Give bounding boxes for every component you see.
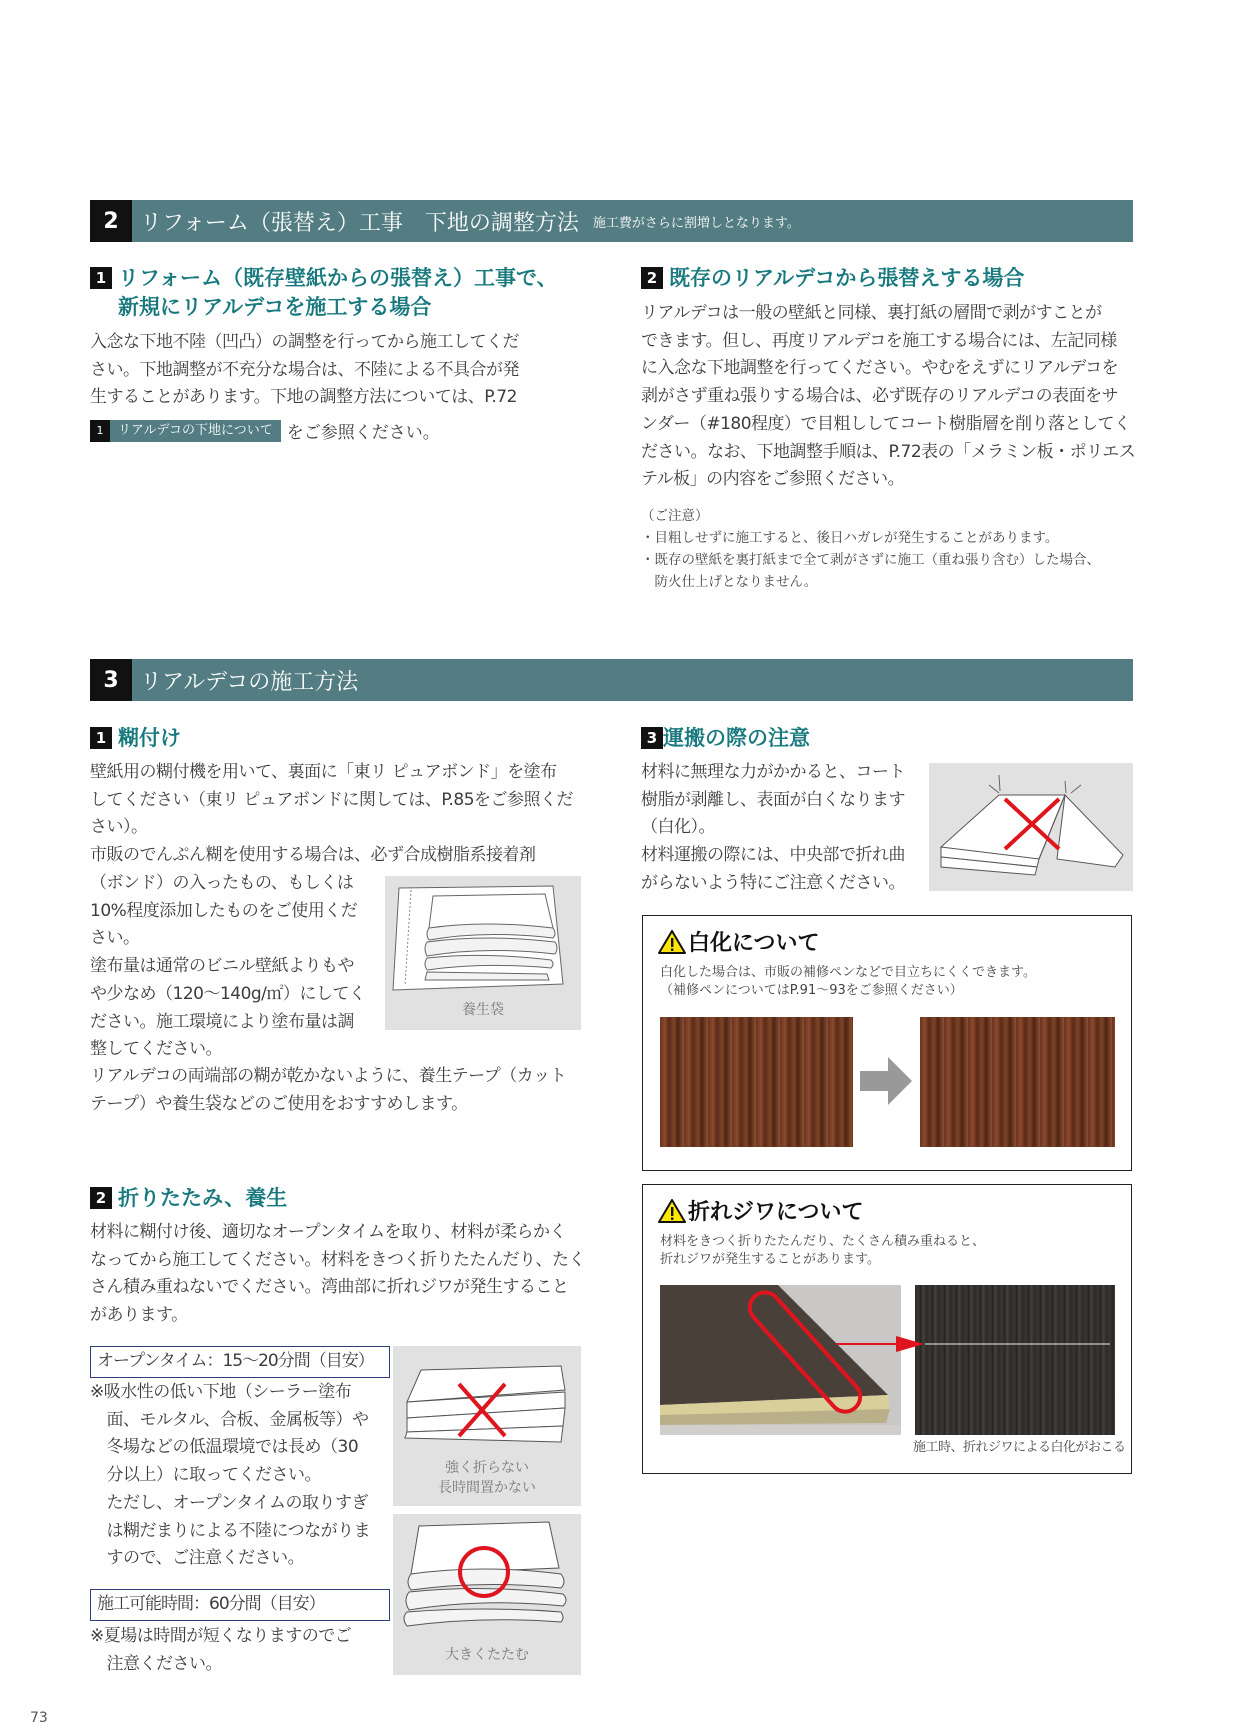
fold-photo-illustration xyxy=(660,1285,901,1435)
whitening-title xyxy=(658,926,820,957)
paragraph: 壁紙用の糊付機を用いて、裏面に「東リ ピュアボンド」を塗布 してください（東リ ピュアボンドに関しては、P.85をご参照くだ さい）。 市販のでんぷん糊を使用する場合は、必ず合成樹脂系接着剤 xyxy=(90,762,574,866)
section-number: 3 xyxy=(90,659,132,701)
number-badge: 2 xyxy=(641,267,663,289)
repaired-wood-photo xyxy=(920,1017,1115,1147)
reference-suffix: をご参照ください。 xyxy=(286,423,440,443)
heading-text: 糊付け xyxy=(118,726,181,750)
transport-figure xyxy=(929,763,1133,891)
number-badge: 1 xyxy=(90,267,112,289)
box-title: 折れジワについて xyxy=(688,1200,864,1225)
work-time-note: ※夏場は時間が短くなりますのでご 注意ください。 xyxy=(90,1626,352,1674)
ref-number: 1 xyxy=(90,420,110,442)
paragraph: リアルデコの両端部の糊が乾かないように、養生テープ（カット テープ）や養生袋などのご使用をおすすめします。 xyxy=(90,1066,567,1114)
bad-folding-figure xyxy=(393,1346,581,1506)
subsection-heading xyxy=(90,264,558,322)
paragraph: 入念な下地不陸（凹凸）の調整を行ってから施工してくだ さい。下地調整が不充分な場合は、不陸による不具合が発 生することがあります。下地の調整方法については、P.72 xyxy=(90,332,519,408)
section-number: 2 xyxy=(90,200,132,242)
paragraph: 材料に糊付け後、適切なオープンタイムを取り、材料が柔らかく なってから施工してください。材料をきつく折りたたんだり、たく さん積み重ねないでください。湾曲部に折れジワが発生すること があります。 xyxy=(90,1222,585,1326)
section-subtitle: 施工費がさらに割増しとなります。 xyxy=(592,215,800,231)
tight-fold-illustration xyxy=(393,1346,581,1456)
folded-material-photo xyxy=(660,1285,901,1435)
warning-icon xyxy=(658,1198,686,1224)
arrow-right-icon xyxy=(858,1055,914,1107)
number-badge: 2 xyxy=(90,1187,112,1209)
crease-title xyxy=(658,1195,864,1226)
warning-icon xyxy=(658,929,686,955)
subsection-heading xyxy=(90,1184,287,1213)
box-title: 白化について xyxy=(688,931,820,956)
paragraph: リアルデコは一般の壁紙と同様、裏打紙の層間で剥がすことが できます。但し、再度リアルデコを施工する場合には、左記同様 に入念な下地調整を行ってください。やむをえずにリアルデコを 剥がさず重ね張りする場合は、必ず既存のリアルデコの表面をサ ンダー（#180程度）で目粗ししてコート樹脂層を削り落としてく ださい。なお、下地調整手順は、P.72表の「メラミン板・ポリエス テル板」の内容をご参照ください。 xyxy=(641,303,1136,490)
arrow-right-icon xyxy=(836,1335,926,1353)
figure-caption: 強く折らない 長時間置かない xyxy=(438,1460,536,1496)
loose-fold-illustration xyxy=(393,1514,581,1644)
paragraph: 材料に無理な力がかかると、コート 樹脂が剥離し、表面が白くなります （白化）。 材料運搬の際には、中央部で折れ曲 がらないよう特にご注意ください。 xyxy=(641,762,905,893)
heading-text: 運搬の際の注意 xyxy=(663,726,810,750)
section-3-header xyxy=(90,659,1133,701)
box-text: 白化した場合は、市販の補修ペンなどで目立ちにくくできます。 （補修ペンについてはP.91～93をご参照ください） xyxy=(660,965,1036,998)
subsection-heading xyxy=(641,724,810,753)
figure-caption: 大きくたたむ xyxy=(445,1647,529,1663)
heading-text: リフォーム（既存壁紙からの張替え）工事で、 新規にリアルデコを施工する場合 xyxy=(118,266,558,319)
page-number: 73 xyxy=(30,1710,48,1726)
whitened-wood-photo xyxy=(660,1017,853,1147)
box-text: 材料をきつく折りたたんだり、たくさん積み重ねると、 折れジワが発生することがあります。 xyxy=(660,1234,986,1267)
number-badge: 3 xyxy=(641,727,663,749)
subsection-heading xyxy=(90,724,181,753)
section-title: リフォーム（張替え）工事 下地の調整方法 xyxy=(140,210,579,236)
section-2-header xyxy=(90,200,1133,242)
crease-closeup-photo xyxy=(915,1285,1115,1435)
number-badge: 1 xyxy=(90,727,112,749)
open-time-box: オープンタイム：15～20分間（目安） xyxy=(90,1346,390,1378)
good-folding-figure xyxy=(393,1514,581,1675)
bent-material-illustration xyxy=(929,763,1133,891)
photo-caption: 施工時、折れジワによる白化がおこる xyxy=(913,1440,1126,1455)
notes-title: （ご注意） xyxy=(641,508,709,524)
heading-text: 折りたたみ、養生 xyxy=(118,1186,288,1210)
paragraph: （ボンド）の入ったもの、もしくは 10%程度添加したものをご使用くだ さい。 塗布量は通常のビニル壁紙よりもや や少なめ（120～140g/㎡）にしてく ださい。施工環境により塗布量は調 整してください。 xyxy=(90,873,366,1060)
work-time-box: 施工可能時間：60分間（目安） xyxy=(90,1589,390,1621)
notes-list: ・目粗しせずに施工すると、後日ハガレが発生することがあります。 ・既存の壁紙を裏打紙まで全て剥がさずに施工（重ね張り含む）した場合、 防火仕上げとなりません。 xyxy=(641,530,1100,590)
section-title: リアルデコの施工方法 xyxy=(140,669,359,695)
crease-line xyxy=(925,1343,1110,1345)
figure-caption: 養生袋 xyxy=(462,1002,504,1018)
curing-bag-figure xyxy=(385,876,581,1030)
open-time-note: ※吸水性の低い下地（シーラー塗布 面、モルタル、合板、金属板等）や 冬場などの低温環境では長め（30 分以上）に取ってください。 ただし、オープンタイムの取りすぎ は糊だまりによる不陸につながりま すので、ご注意ください。 xyxy=(90,1382,371,1569)
heading-text: 既存のリアルデコから張替えする場合 xyxy=(669,266,1025,290)
reference-link-row xyxy=(90,418,440,443)
subsection-heading xyxy=(641,264,1024,293)
reference-link[interactable]: リアルデコの下地について xyxy=(110,420,281,442)
